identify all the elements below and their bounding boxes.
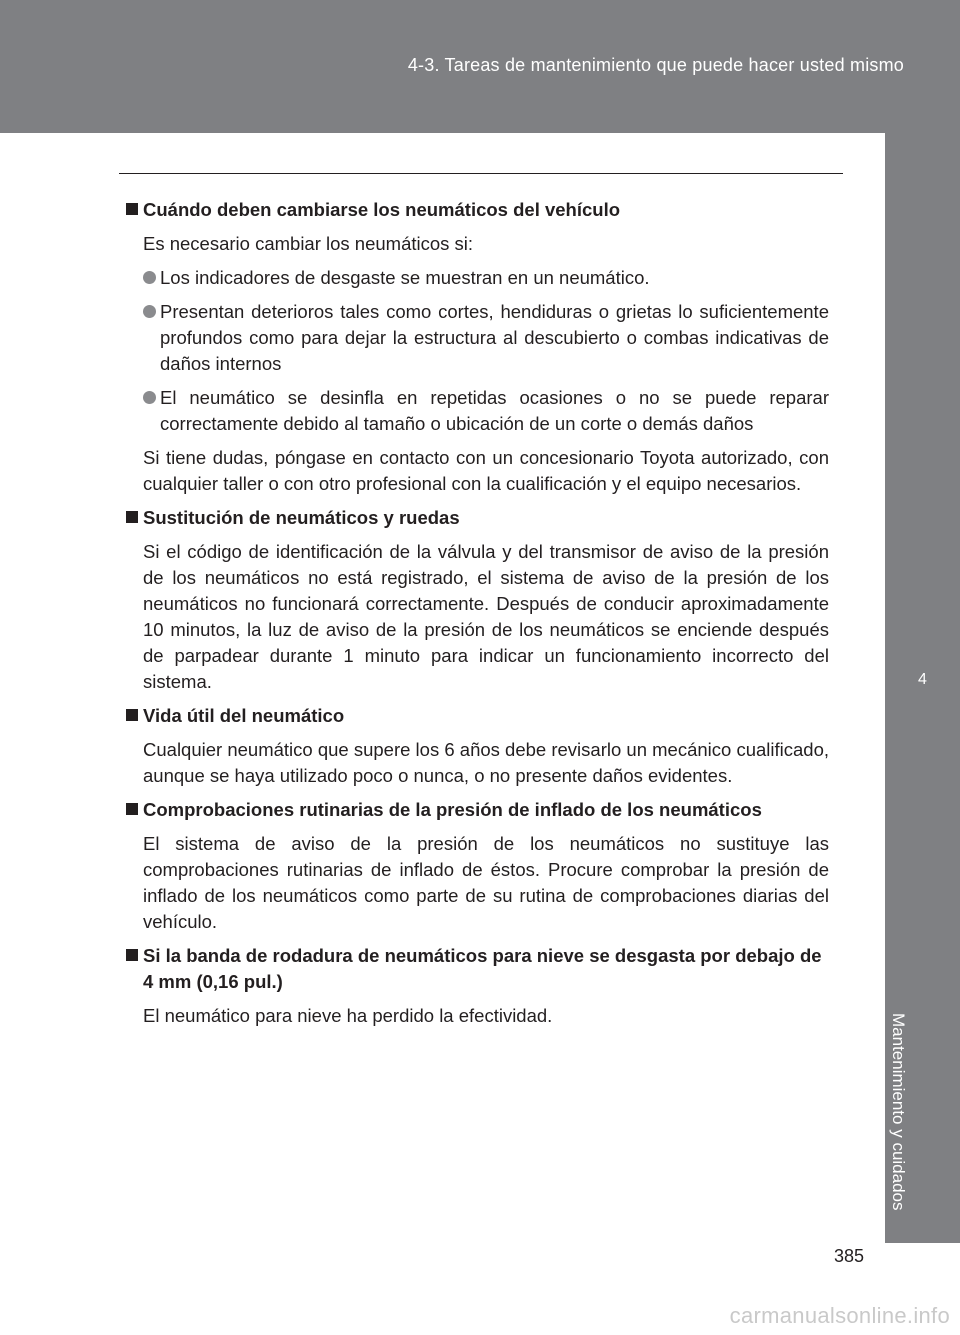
square-bullet-icon <box>126 709 138 721</box>
horizontal-rule <box>119 173 843 174</box>
paragraph: Cualquier neumático que supere los 6 años debe revisarlo un mecánico cualificado, aunque se haya utilizado poco o nunca, o no presente daños evidentes. <box>143 739 829 786</box>
section-heading <box>123 943 829 995</box>
list-item-text: Los indicadores de desgaste se muestran en un neumático. <box>160 267 650 288</box>
chapter-label: Mantenimiento y cuidados <box>889 1013 908 1211</box>
section-heading <box>123 703 829 729</box>
watermark: carmanualsonline.info <box>729 1303 950 1328</box>
section-heading-text: Cuándo deben cambiarse los neumáticos del vehículo <box>143 199 621 220</box>
chapter-side-tab <box>885 133 960 1243</box>
page-number: 385 <box>834 1246 865 1266</box>
paragraph: El neumático para nieve ha perdido la efectividad. <box>143 1005 553 1026</box>
paragraph: El sistema de aviso de la presión de los neumáticos no sustituye las comprobaciones rutinarias de inflado de éstos. Procure comprobar la presión de inflado de los neumáticos como parte de su rutina de comprobaciones diarias del vehículo. <box>143 833 829 932</box>
section-heading-text: Sustitución de neumáticos y ruedas <box>143 507 460 528</box>
list-item-text: El neumático se desinfla en repetidas ocasiones o no se puede reparar correctamente debido al tamaño o ubicación de un corte o demás daños <box>160 387 829 434</box>
page-content <box>123 197 829 1037</box>
circle-bullet-icon <box>143 305 156 318</box>
section-heading-text: Si la banda de rodadura de neumáticos para nieve se desgasta por debajo de 4 mm (0,16 pul.) <box>143 945 822 992</box>
circle-bullet-icon <box>143 391 156 404</box>
list-item <box>143 385 829 437</box>
list-item <box>143 299 829 377</box>
square-bullet-icon <box>126 203 138 215</box>
list-item <box>143 265 829 291</box>
section-heading-text: Comprobaciones rutinarias de la presión de inflado de los neumáticos <box>143 799 762 820</box>
section-heading-text: Vida útil del neumático <box>143 705 345 726</box>
header-title: 4-3. Tareas de mantenimiento que puede hacer usted mismo <box>407 55 904 75</box>
paragraph: Es necesario cambiar los neumáticos si: <box>143 233 474 254</box>
section-heading <box>123 797 829 823</box>
paragraph: Si tiene dudas, póngase en contacto con un concesionario Toyota autorizado, con cualquier taller o con otro profesional con la cualificación y el equipo necesarios. <box>143 447 829 494</box>
section-heading <box>123 505 829 531</box>
chapter-number: 4 <box>918 671 927 688</box>
square-bullet-icon <box>126 511 138 523</box>
circle-bullet-icon <box>143 271 156 284</box>
page-header <box>0 0 960 133</box>
section-heading <box>123 197 829 223</box>
paragraph: Si el código de identificación de la válvula y del transmisor de aviso de la presión de los neumáticos no está registrado, el sistema de aviso de la presión de los neumáticos no funcionará correctamente. Después de conducir aproximadamente 10 minutos, la luz de aviso de la presión de los neumáticos se enciende después de parpadear durante 1 minuto para indicar un funcionamiento incorrecto del sistema. <box>143 541 829 692</box>
square-bullet-icon <box>126 803 138 815</box>
square-bullet-icon <box>126 949 138 961</box>
list-item-text: Presentan deterioros tales como cortes, hendiduras o grietas lo suficientemente profundos como para dejar la estructura al descubierto o combas indicativas de daños internos <box>160 301 829 374</box>
